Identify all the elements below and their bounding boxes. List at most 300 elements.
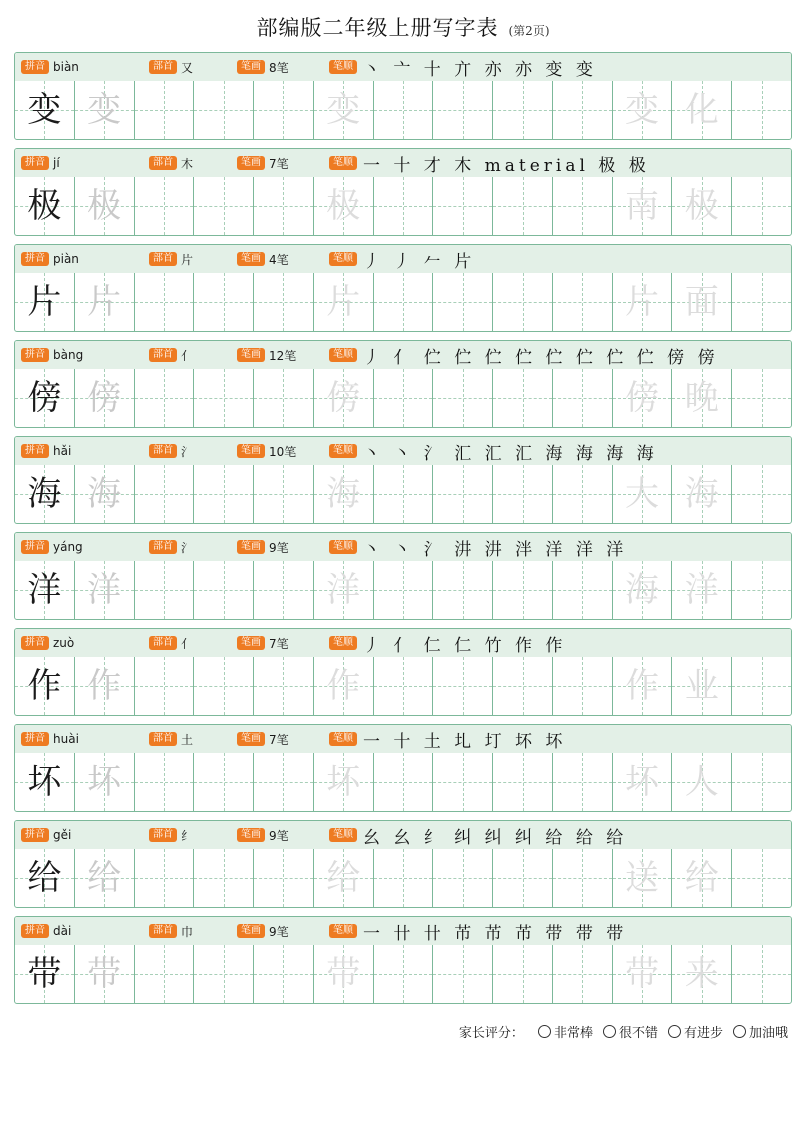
practice-cell[interactable] [134, 849, 194, 907]
word-trace-character: 来 [684, 954, 719, 994]
stroke-count-group [237, 251, 329, 268]
rating-option-1[interactable] [603, 1022, 658, 1041]
practice-cell[interactable] [15, 273, 74, 331]
character-rows [14, 52, 792, 1004]
practice-cell[interactable] [731, 657, 791, 715]
practice-cell[interactable] [373, 561, 433, 619]
practice-cell[interactable] [612, 465, 672, 523]
practice-cell[interactable] [612, 561, 672, 619]
practice-cell[interactable] [612, 849, 672, 907]
practice-cell[interactable] [373, 81, 433, 139]
stroke-count-value: 7笔 [269, 732, 289, 747]
practice-cell[interactable] [193, 849, 253, 907]
rating-option-label: 很不错 [618, 1026, 658, 1041]
practice-cell[interactable] [74, 945, 134, 1003]
stroke-count-group [237, 923, 329, 940]
stroke-order-sequence: 丶 丶 氵 汇 汇 汇 海 海 海 海 [363, 443, 658, 464]
character-meta [15, 437, 791, 465]
practice-cell[interactable] [492, 657, 552, 715]
practice-cell[interactable] [313, 465, 373, 523]
practice-cell[interactable] [74, 753, 134, 811]
practice-cell[interactable] [313, 945, 373, 1003]
character-meta [15, 245, 791, 273]
radical-value: 亻 [181, 636, 194, 651]
radical-value: 亻 [181, 348, 194, 363]
practice-cell[interactable] [373, 945, 433, 1003]
practice-cell[interactable] [671, 657, 731, 715]
practice-cell[interactable] [671, 561, 731, 619]
practice-cell[interactable] [313, 369, 373, 427]
page-title [14, 0, 792, 52]
stroke-order-group [329, 343, 785, 368]
pinyin-tag: 拼音 [21, 60, 49, 74]
stroke-order-group [329, 535, 785, 560]
practice-cell[interactable] [373, 273, 433, 331]
word-trace-character: 南 [625, 186, 660, 226]
stroke-count-value: 10笔 [269, 444, 297, 459]
pinyin-tag: 拼音 [21, 156, 49, 170]
character-meta [15, 629, 791, 657]
radio-circle-icon [668, 1025, 681, 1038]
stroke-count-value: 9笔 [269, 540, 289, 555]
word-trace-character: 片 [625, 282, 660, 322]
pinyin-value: yáng [53, 540, 83, 554]
pinyin-tag: 拼音 [21, 252, 49, 266]
practice-cell[interactable] [492, 945, 552, 1003]
rating-option-3[interactable] [733, 1022, 788, 1041]
pinyin-tag: 拼音 [21, 828, 49, 842]
model-character: 海 [27, 474, 62, 514]
stroke-count-group [237, 347, 329, 364]
character-row [14, 436, 792, 524]
trace-character: 傍 [326, 378, 361, 418]
practice-cell[interactable] [74, 849, 134, 907]
rating-option-label: 加油哦 [748, 1026, 788, 1041]
practice-cell[interactable] [15, 849, 74, 907]
practice-cell[interactable] [612, 369, 672, 427]
practice-cell[interactable] [15, 465, 74, 523]
trace-character: 给 [87, 858, 122, 898]
character-row [14, 628, 792, 716]
stroke-count-value: 4笔 [269, 252, 289, 267]
practice-cell[interactable] [671, 465, 731, 523]
stroke-count-group [237, 155, 329, 172]
stroke-order-tag: 笔顺 [329, 828, 357, 842]
pinyin-tag: 拼音 [21, 924, 49, 938]
practice-cell[interactable] [731, 177, 791, 235]
practice-cell[interactable] [313, 849, 373, 907]
trace-character: 变 [87, 90, 122, 130]
trace-character: 给 [326, 858, 361, 898]
stroke-order-sequence: 丶 丶 氵 汫 汫 泮 洋 洋 洋 [363, 539, 628, 560]
practice-cell[interactable] [731, 369, 791, 427]
practice-cell[interactable] [432, 177, 492, 235]
practice-cell[interactable] [671, 753, 731, 811]
radical-group [149, 59, 237, 76]
stroke-count-tag: 笔画 [237, 444, 265, 458]
model-character: 变 [27, 90, 62, 130]
practice-cell[interactable] [552, 945, 612, 1003]
word-trace-character: 极 [684, 186, 719, 226]
rating-option-label: 有进步 [683, 1026, 723, 1041]
practice-cell[interactable] [671, 273, 731, 331]
radical-value: 氵 [181, 444, 194, 459]
practice-cell[interactable] [731, 753, 791, 811]
practice-cell[interactable] [74, 657, 134, 715]
practice-cell[interactable] [373, 753, 433, 811]
parent-rating-footer [14, 1012, 792, 1041]
trace-character: 片 [87, 282, 122, 322]
practice-cell[interactable] [612, 657, 672, 715]
character-row [14, 148, 792, 236]
practice-cell[interactable] [253, 849, 313, 907]
radio-circle-icon [733, 1025, 746, 1038]
practice-cell[interactable] [552, 561, 612, 619]
character-row [14, 724, 792, 812]
stroke-count-tag: 笔画 [237, 636, 265, 650]
page-title-text: 部编版二年级上册写字表 [256, 16, 499, 40]
practice-cell[interactable] [671, 849, 731, 907]
character-row [14, 340, 792, 428]
practice-cell[interactable] [731, 465, 791, 523]
radical-group [149, 923, 237, 940]
radical-tag: 部首 [149, 444, 177, 458]
practice-cell[interactable] [74, 561, 134, 619]
practice-cell[interactable] [432, 849, 492, 907]
word-trace-character: 带 [625, 954, 660, 994]
practice-cell[interactable] [612, 273, 672, 331]
practice-cell[interactable] [74, 369, 134, 427]
pinyin-group [21, 540, 149, 554]
practice-cell[interactable] [193, 177, 253, 235]
pinyin-value: jí [53, 156, 60, 170]
practice-cell[interactable] [612, 945, 672, 1003]
model-character: 坏 [27, 762, 62, 802]
practice-cell[interactable] [193, 561, 253, 619]
practice-cell[interactable] [671, 945, 731, 1003]
word-trace-character: 洋 [684, 570, 719, 610]
practice-cell[interactable] [15, 177, 74, 235]
trace-character: 海 [87, 474, 122, 514]
practice-cell[interactable] [432, 657, 492, 715]
radical-group [149, 155, 237, 172]
character-row [14, 52, 792, 140]
practice-cell[interactable] [492, 465, 552, 523]
stroke-order-sequence: 一 十 土 圠 圢 坏 坏 [363, 731, 567, 752]
trace-character: 作 [87, 666, 122, 706]
practice-cell[interactable] [432, 945, 492, 1003]
pinyin-group [21, 636, 149, 650]
pinyin-group [21, 156, 149, 170]
practice-cell[interactable] [134, 657, 194, 715]
practice-cell[interactable] [15, 657, 74, 715]
model-character: 片 [27, 282, 62, 322]
stroke-order-sequence: 丿 丿 𠂉 片 [363, 251, 476, 272]
practice-cell[interactable] [432, 561, 492, 619]
practice-cell[interactable] [134, 273, 194, 331]
stroke-order-sequence: 幺 幺 纟 纠 纠 纠 给 给 给 [363, 827, 628, 848]
practice-cell[interactable] [373, 657, 433, 715]
practice-cell[interactable] [671, 81, 731, 139]
practice-cell[interactable] [15, 753, 74, 811]
word-trace-character: 海 [684, 474, 719, 514]
stroke-order-sequence: 丶 亠 十 亣 亦 亦 变 变 [363, 59, 597, 80]
practice-cell[interactable] [373, 465, 433, 523]
rating-option-2[interactable] [668, 1022, 723, 1041]
practice-cell[interactable] [552, 753, 612, 811]
radical-tag: 部首 [149, 828, 177, 842]
pinyin-value: huài [53, 732, 79, 746]
practice-cell[interactable] [134, 177, 194, 235]
page-number-note: (第2页) [508, 24, 550, 38]
model-character: 给 [27, 858, 62, 898]
practice-cell[interactable] [253, 561, 313, 619]
practice-cell[interactable] [134, 465, 194, 523]
practice-cell[interactable] [492, 369, 552, 427]
practice-cell[interactable] [671, 369, 731, 427]
practice-cell[interactable] [313, 81, 373, 139]
practice-cell[interactable] [432, 273, 492, 331]
practice-cell[interactable] [74, 273, 134, 331]
radical-tag: 部首 [149, 60, 177, 74]
practice-cell[interactable] [731, 849, 791, 907]
practice-cell[interactable] [193, 81, 253, 139]
radical-value: 巾 [181, 924, 194, 939]
character-meta [15, 149, 791, 177]
radical-value: 土 [181, 732, 194, 747]
practice-cell[interactable] [373, 849, 433, 907]
practice-cell[interactable] [253, 657, 313, 715]
radical-tag: 部首 [149, 732, 177, 746]
practice-cell[interactable] [253, 273, 313, 331]
character-meta [15, 533, 791, 561]
word-trace-character: 给 [684, 858, 719, 898]
stroke-count-tag: 笔画 [237, 156, 265, 170]
practice-cell[interactable] [552, 657, 612, 715]
practice-cell[interactable] [313, 561, 373, 619]
practice-cell[interactable] [432, 81, 492, 139]
practice-cell[interactable] [253, 177, 313, 235]
practice-cell[interactable] [432, 753, 492, 811]
pinyin-group [21, 828, 149, 842]
stroke-count-group [237, 443, 329, 460]
stroke-order-tag: 笔顺 [329, 156, 357, 170]
pinyin-tag: 拼音 [21, 540, 49, 554]
character-meta [15, 341, 791, 369]
practice-cell[interactable] [373, 177, 433, 235]
stroke-order-tag: 笔顺 [329, 60, 357, 74]
radical-group [149, 251, 237, 268]
pinyin-tag: 拼音 [21, 348, 49, 362]
practice-cell[interactable] [74, 465, 134, 523]
practice-cell[interactable] [373, 369, 433, 427]
trace-character: 极 [326, 186, 361, 226]
practice-cell[interactable] [134, 369, 194, 427]
practice-cell[interactable] [492, 561, 552, 619]
stroke-count-tag: 笔画 [237, 732, 265, 746]
trace-character: 海 [326, 474, 361, 514]
stroke-order-group [329, 727, 785, 752]
practice-cell[interactable] [313, 273, 373, 331]
character-row [14, 532, 792, 620]
practice-cell[interactable] [612, 81, 672, 139]
model-character: 傍 [27, 378, 62, 418]
stroke-order-sequence: 一 十 才 木 material 极 极 [363, 155, 650, 176]
character-meta [15, 821, 791, 849]
pinyin-tag: 拼音 [21, 636, 49, 650]
pinyin-value: bàng [53, 348, 84, 362]
stroke-count-value: 12笔 [269, 348, 297, 363]
practice-cell[interactable] [134, 561, 194, 619]
pinyin-value: dài [53, 924, 72, 938]
practice-cell[interactable] [253, 945, 313, 1003]
model-character: 带 [27, 954, 62, 994]
stroke-order-sequence: 丿 亻 伫 伫 伫 伫 伫 伫 伫 伫 傍 傍 [363, 347, 719, 368]
word-trace-character: 人 [684, 762, 719, 802]
word-trace-character: 业 [684, 666, 719, 706]
stroke-order-group [329, 55, 785, 80]
pinyin-group [21, 444, 149, 458]
word-trace-character: 化 [684, 90, 719, 130]
stroke-count-group [237, 539, 329, 556]
stroke-count-value: 7笔 [269, 156, 289, 171]
stroke-order-group [329, 439, 785, 464]
practice-cell[interactable] [134, 753, 194, 811]
practice-cell[interactable] [193, 273, 253, 331]
stroke-order-sequence: 一 卄 卄 芇 芇 芇 带 带 带 [363, 923, 628, 944]
trace-character: 变 [326, 90, 361, 130]
word-trace-character: 大 [625, 474, 660, 514]
practice-cell[interactable] [253, 753, 313, 811]
practice-cell[interactable] [193, 753, 253, 811]
practice-cell[interactable] [15, 81, 74, 139]
stroke-count-value: 9笔 [269, 828, 289, 843]
stroke-order-group [329, 823, 785, 848]
pinyin-value: hǎi [53, 444, 72, 458]
radical-group [149, 827, 237, 844]
pinyin-tag: 拼音 [21, 732, 49, 746]
practice-grid [15, 273, 791, 331]
practice-cell[interactable] [134, 81, 194, 139]
trace-character: 极 [87, 186, 122, 226]
radical-value: 纟 [181, 828, 194, 843]
practice-cell[interactable] [492, 177, 552, 235]
radical-group [149, 635, 237, 652]
word-trace-character: 变 [625, 90, 660, 130]
practice-cell[interactable] [432, 369, 492, 427]
practice-cell[interactable] [492, 81, 552, 139]
practice-cell[interactable] [552, 273, 612, 331]
radical-group [149, 539, 237, 556]
word-trace-character: 傍 [625, 378, 660, 418]
practice-cell[interactable] [731, 81, 791, 139]
practice-cell[interactable] [492, 849, 552, 907]
practice-cell[interactable] [15, 369, 74, 427]
practice-cell[interactable] [492, 273, 552, 331]
practice-cell[interactable] [193, 945, 253, 1003]
trace-character: 洋 [326, 570, 361, 610]
pinyin-value: biàn [53, 60, 79, 74]
stroke-order-tag: 笔顺 [329, 924, 357, 938]
stroke-order-tag: 笔顺 [329, 444, 357, 458]
stroke-count-tag: 笔画 [237, 924, 265, 938]
practice-grid [15, 177, 791, 235]
practice-cell[interactable] [432, 465, 492, 523]
practice-cell[interactable] [612, 753, 672, 811]
practice-grid [15, 657, 791, 715]
practice-cell[interactable] [313, 177, 373, 235]
practice-cell[interactable] [313, 753, 373, 811]
pinyin-value: piàn [53, 252, 79, 266]
radical-tag: 部首 [149, 156, 177, 170]
practice-cell[interactable] [731, 945, 791, 1003]
trace-character: 洋 [87, 570, 122, 610]
practice-cell[interactable] [253, 465, 313, 523]
pinyin-group [21, 348, 149, 362]
stroke-order-sequence: 丿 亻 仁 仁 竹 作 作 [363, 635, 567, 656]
practice-cell[interactable] [74, 81, 134, 139]
practice-cell[interactable] [15, 945, 74, 1003]
model-character: 极 [27, 186, 62, 226]
practice-cell[interactable] [253, 369, 313, 427]
practice-cell[interactable] [552, 849, 612, 907]
practice-cell[interactable] [134, 945, 194, 1003]
practice-cell[interactable] [193, 657, 253, 715]
practice-cell[interactable] [552, 465, 612, 523]
practice-cell[interactable] [731, 561, 791, 619]
practice-grid [15, 369, 791, 427]
practice-cell[interactable] [193, 369, 253, 427]
model-character: 作 [27, 666, 62, 706]
practice-cell[interactable] [552, 177, 612, 235]
practice-cell[interactable] [731, 273, 791, 331]
stroke-order-tag: 笔顺 [329, 252, 357, 266]
pinyin-group [21, 252, 149, 266]
pinyin-group [21, 924, 149, 938]
stroke-order-tag: 笔顺 [329, 540, 357, 554]
practice-cell[interactable] [552, 369, 612, 427]
word-trace-character: 海 [625, 570, 660, 610]
stroke-count-value: 7笔 [269, 636, 289, 651]
practice-cell[interactable] [612, 177, 672, 235]
radical-tag: 部首 [149, 252, 177, 266]
practice-cell[interactable] [313, 657, 373, 715]
practice-cell[interactable] [671, 177, 731, 235]
stroke-count-value: 9笔 [269, 924, 289, 939]
radical-group [149, 731, 237, 748]
trace-character: 坏 [326, 762, 361, 802]
stroke-count-group [237, 635, 329, 652]
practice-cell[interactable] [193, 465, 253, 523]
stroke-order-group [329, 151, 785, 176]
radical-tag: 部首 [149, 636, 177, 650]
practice-cell[interactable] [74, 177, 134, 235]
practice-cell[interactable] [492, 753, 552, 811]
trace-character: 带 [326, 954, 361, 994]
character-meta [15, 725, 791, 753]
practice-cell[interactable] [253, 81, 313, 139]
stroke-count-group [237, 827, 329, 844]
practice-cell[interactable] [15, 561, 74, 619]
radical-tag: 部首 [149, 540, 177, 554]
stroke-count-tag: 笔画 [237, 540, 265, 554]
word-trace-character: 坏 [625, 762, 660, 802]
pinyin-group [21, 60, 149, 74]
radio-circle-icon [538, 1025, 551, 1038]
trace-character: 作 [326, 666, 361, 706]
practice-cell[interactable] [552, 81, 612, 139]
rating-option-0[interactable] [538, 1022, 593, 1041]
